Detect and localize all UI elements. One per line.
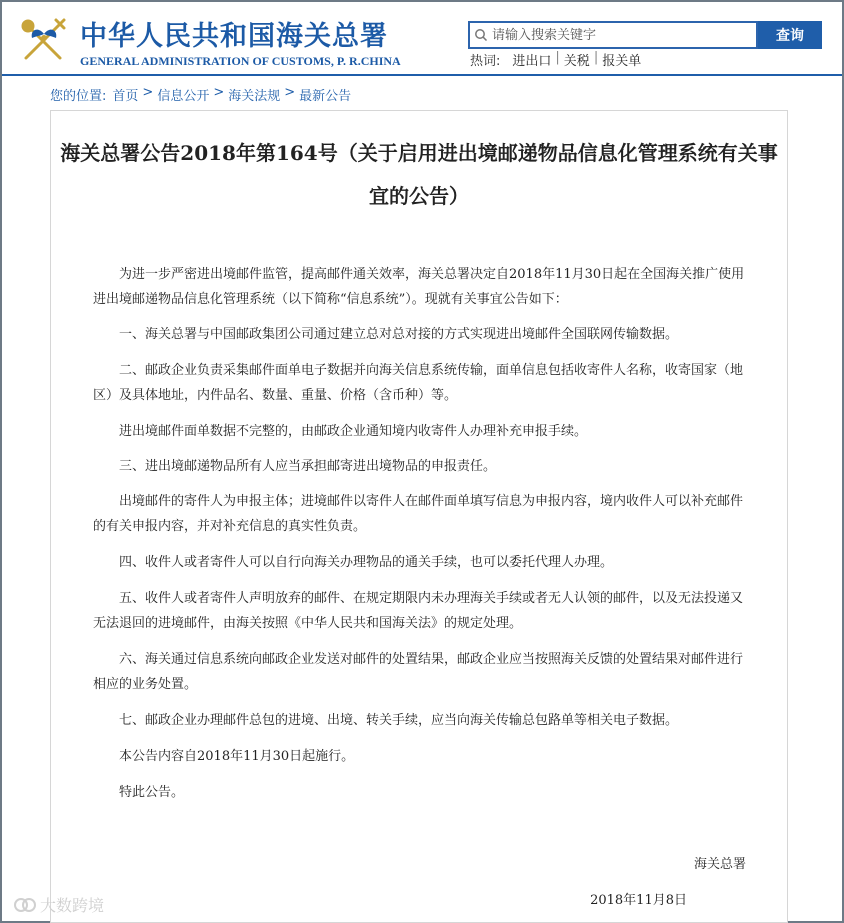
article-paragraph: 六、海关通过信息系统向邮政企业发送对邮件的处置结果，邮政企业应当按照海关反馈的处置结果对邮件进行相应的业务处置。 (93, 652, 744, 692)
hot-word-separator: | (555, 50, 560, 65)
breadcrumb (50, 85, 351, 104)
site-title-en: GENERAL ADMINISTRATION OF CUSTOMS, P. R.CHINA (80, 54, 401, 68)
article-paragraph: 二、邮政企业负责采集邮件面单电子数据并向海关信息系统传输，面单信息包括收寄件人名称，收寄国家（地区）及具体地址，内件品名、数量、重量、价格（含币种）等。 (93, 363, 744, 403)
article-paragraph: 为进一步严密进出境邮件监管，提高邮件通关效率，海关总署决定自2018年11月30日起在全国海关推广使用进出境邮递物品信息化管理系统（以下简称“信息系统”）。现就有关事宜公告如下： (93, 267, 745, 307)
breadcrumb-separator: > (284, 85, 296, 100)
breadcrumb-home[interactable]: 首页 (112, 89, 139, 104)
site-header (2, 2, 842, 74)
watermark-text: 大数跨境 (40, 896, 105, 915)
hot-word-declaration[interactable]: 报关单 (602, 54, 642, 69)
article-date: 2018年11月8日 (590, 893, 687, 908)
article-paragraph: 七、邮政企业办理邮件总包的进境、出境、转关手续，应当向海关传输总包路单等相关电子数据。 (119, 713, 679, 728)
breadcrumb-customs-law[interactable]: 海关法规 (228, 89, 281, 104)
article-paragraph: 进出境邮件面单数据不完整的，由邮政企业通知境内收寄件人办理补充申报手续。 (119, 424, 588, 439)
article-title: 海关总署公告2018年第164号（关于启用进出境邮递物品信息化管理系统有关事宜的公告） (60, 141, 778, 208)
article-signature: 海关总署 (693, 857, 746, 872)
hot-word-import-export[interactable]: 进出口 (512, 54, 552, 69)
hot-word-separator: | (593, 50, 599, 65)
breadcrumb-separator: > (213, 85, 225, 100)
customs-emblem-icon[interactable] (16, 12, 72, 68)
article-paragraph: 本公告内容自2018年11月30日起施行。 (119, 749, 355, 764)
article-paragraph: 一、海关总署与中国邮政集团公司通过建立总对总对接的方式实现进出境邮件全国联网传输数据。 (119, 327, 679, 342)
hot-words (470, 50, 641, 69)
header-divider (2, 74, 842, 76)
breadcrumb-label: 您的位置: (50, 89, 107, 104)
watermark (14, 893, 104, 916)
breadcrumb-info-public[interactable]: 信息公开 (157, 89, 210, 104)
breadcrumb-separator: > (142, 85, 154, 100)
article-paragraph: 五、收件人或者寄件人声明放弃的邮件、在规定期限内未办理海关手续或者无人认领的邮件，以及无法投递又无法退回的进境邮件，由海关按照《中华人民共和国海关法》的规定处理。 (93, 591, 744, 631)
search-button[interactable]: 查询 (758, 21, 822, 49)
article-paragraph: 三、进出境邮递物品所有人应当承担邮寄进出境物品的申报责任。 (119, 459, 497, 474)
search-box (468, 21, 758, 49)
search-icon (474, 28, 488, 42)
watermark-logo-icon (14, 896, 36, 914)
hot-word-tariff[interactable]: 关税 (563, 54, 590, 69)
breadcrumb-latest-notice[interactable]: 最新公告 (299, 89, 352, 104)
hot-words-label: 热词: (470, 54, 501, 69)
article-paragraph: 四、收件人或者寄件人可以自行向海关办理物品的通关手续，也可以委托代理人办理。 (119, 555, 614, 570)
article-paragraph: 特此公告。 (119, 785, 185, 800)
article-paragraph: 出境邮件的寄件人为申报主体；进境邮件以寄件人在邮件面单填写信息为申报内容，境内收件人可以补充邮件的有关申报内容，并对补充信息的真实性负责。 (93, 494, 744, 534)
site-title-cn: 中华人民共和国海关总署 (80, 21, 388, 52)
search-input[interactable] (492, 24, 742, 46)
